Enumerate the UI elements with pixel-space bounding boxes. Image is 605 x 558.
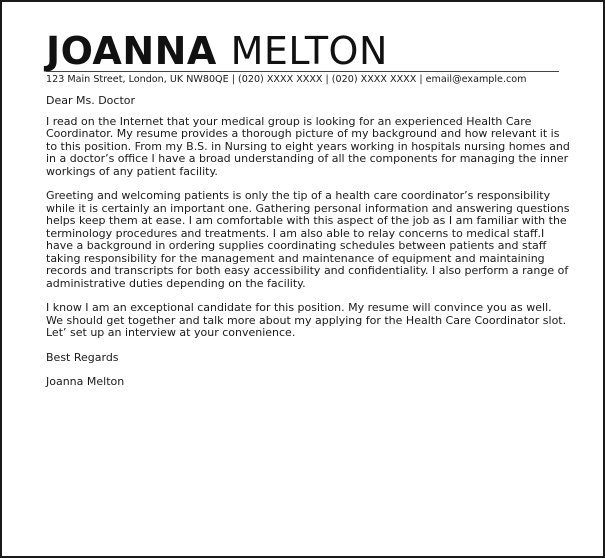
paragraph-intro: I read on the Internet that your medical group is looking for an experienced Health Care Coordinator. My resume provides a thorough picture of my background and how relevant it is to this position. From my B.S. in Nursing to eight years working in hospitals nursing homes and in a doctor’s office I have a broad understanding of all the components for managing the inner workings of any patient facility.	[46, 114, 570, 178]
header-divider	[46, 71, 559, 72]
applicant-last-name: MELTON	[230, 29, 388, 73]
contact-line: 123 Main Street, London, UK NW80QE | (020) XXXX XXXX | (020) XXXX XXXX | email@example.com	[46, 74, 527, 85]
paragraph-conclusion: I know I am an exceptional candidate for this position. My resume will convince you as well. We should get together and talk more about my applying for the Health Care Coordinator slot. Let’ set up an interview at your convenience.	[46, 301, 567, 339]
signature: Joanna Melton	[46, 375, 125, 388]
closing: Best Regards	[46, 350, 119, 364]
salutation: Dear Ms. Doctor	[46, 94, 136, 107]
applicant-name	[46, 29, 388, 73]
letter-body	[46, 95, 571, 401]
paragraph-experience: Greeting and welcoming patients is only the tip of a health care coordinator’s responsibility while it is certainly an important one. Gathering personal information and answering questions helps keep them at ease. I am comfortable with this aspect of the job as I am familiar with the terminology procedures and treatments. I am also able to relay concerns to medical staff.I have a background in ordering supplies coordinating schedules between patients and staff taking responsibility for the management and maintenance of equipment and maintaining records and transcripts for both easy accessibility and confidentiality. I also perform a range of administrative duties depending on the facility.	[46, 189, 570, 290]
applicant-first-name: JOANNA	[46, 29, 217, 73]
